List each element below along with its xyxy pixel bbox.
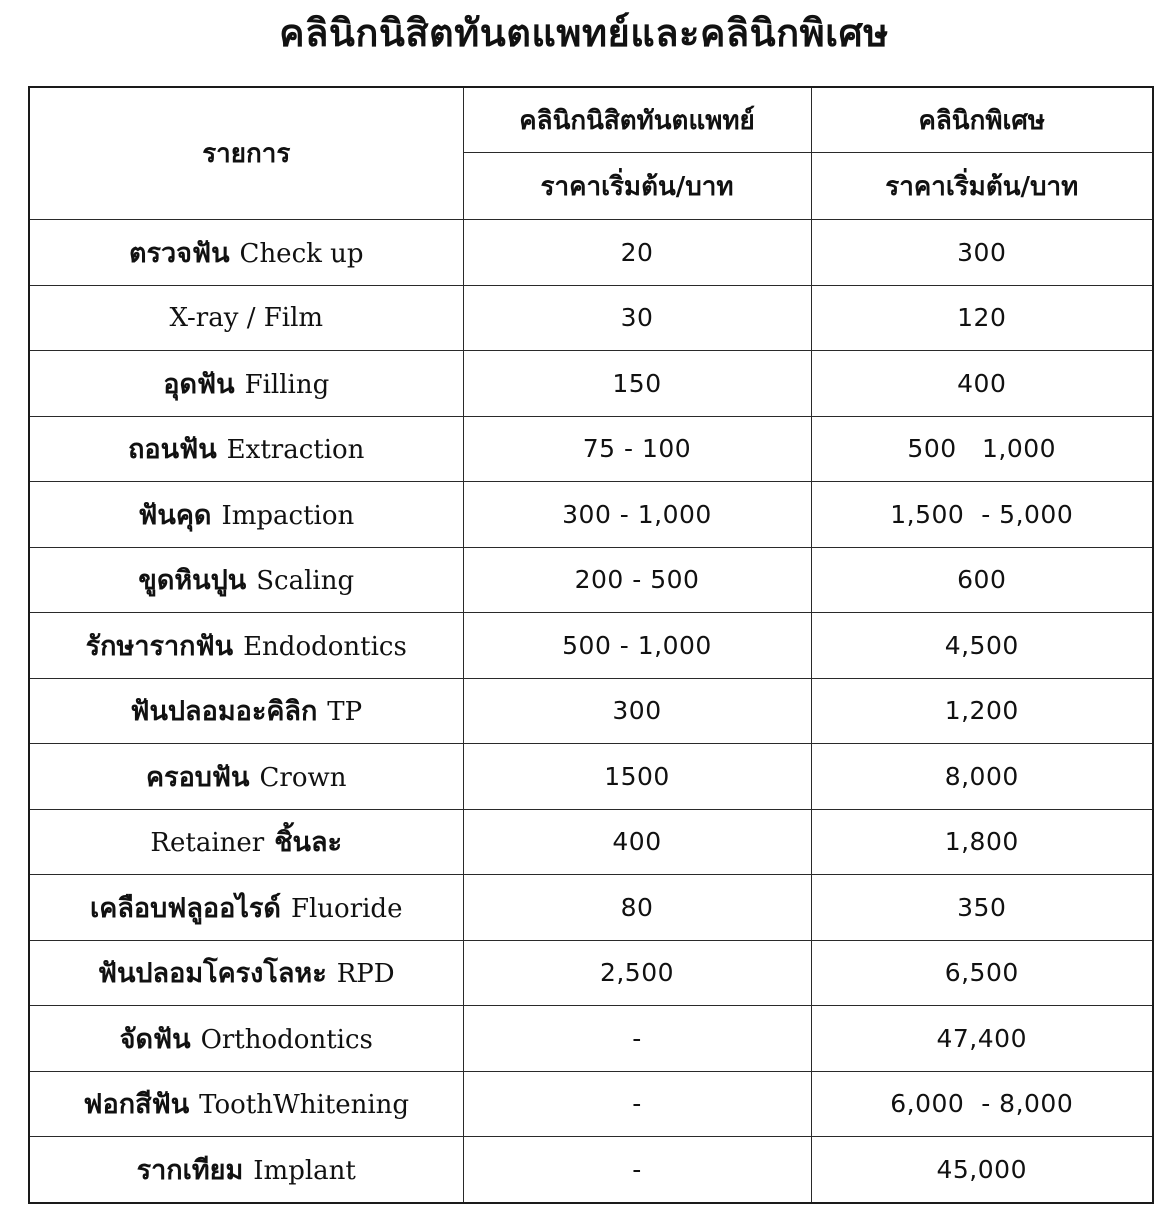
special-clinic-price: 6,500: [811, 940, 1153, 1006]
item-cell: [29, 1071, 463, 1137]
item-english-name: Extraction: [226, 435, 365, 466]
item-thai-name: รากเทียม: [136, 1154, 244, 1186]
special-clinic-price: 350: [811, 875, 1153, 941]
header-row: [29, 87, 1153, 153]
student-price-label: ราคาเริ่มต้น/บาท: [463, 153, 811, 220]
item-english-name: Crown: [259, 762, 347, 793]
table-row: [29, 744, 1153, 810]
student-clinic-price: 300: [463, 678, 811, 744]
special-clinic-price: 500 1,000: [811, 416, 1153, 482]
price-table: [28, 86, 1154, 1204]
item-thai-name: อุดฟัน: [163, 368, 235, 400]
item-thai-name: ฟอกสีฟัน: [83, 1089, 190, 1121]
table-row: [29, 482, 1153, 548]
item-english-name: Endodontics: [243, 631, 407, 662]
student-clinic-price: 500 - 1,000: [463, 613, 811, 679]
item-thai-name: ฟันคุด: [138, 499, 212, 531]
table-row: [29, 875, 1153, 941]
item-cell: [29, 351, 463, 417]
special-clinic-price: 600: [811, 547, 1153, 613]
student-clinic-price: -: [463, 1071, 811, 1137]
special-clinic-price: 4,500: [811, 613, 1153, 679]
item-english-name: Orthodontics: [200, 1024, 373, 1055]
student-clinic-price: -: [463, 1006, 811, 1072]
student-clinic-price: 80: [463, 875, 811, 941]
item-english-name: Filling: [244, 369, 330, 400]
item-thai-name: ถอนฟัน: [128, 434, 217, 466]
student-clinic-header: คลินิกนิสิตทันตแพทย์: [463, 87, 811, 153]
table-row: [29, 547, 1153, 613]
item-english-name: Implant: [253, 1155, 356, 1186]
table-row: [29, 416, 1153, 482]
special-clinic-header: คลินิกพิเศษ: [811, 87, 1153, 153]
item-cell: [29, 220, 463, 286]
student-clinic-price: 75 - 100: [463, 416, 811, 482]
item-thai-name: เคลือบฟลูออไรด์: [90, 892, 281, 924]
table-row: [29, 351, 1153, 417]
student-clinic-price: 400: [463, 809, 811, 875]
student-clinic-price: 200 - 500: [463, 547, 811, 613]
table-row: [29, 1006, 1153, 1072]
item-cell: [29, 744, 463, 810]
item-cell: [29, 547, 463, 613]
special-clinic-price: 47,400: [811, 1006, 1153, 1072]
student-clinic-price: 20: [463, 220, 811, 286]
student-clinic-price: 150: [463, 351, 811, 417]
table-row: [29, 940, 1153, 1006]
student-clinic-price: 2,500: [463, 940, 811, 1006]
item-cell: [29, 613, 463, 679]
table-row: [29, 285, 1153, 351]
table-row: [29, 678, 1153, 744]
item-english-name: Impaction: [221, 500, 355, 531]
student-clinic-price: 30: [463, 285, 811, 351]
item-thai-name: ขูดหินปูน: [138, 565, 247, 597]
student-clinic-price: -: [463, 1137, 811, 1203]
item-english-name: Fluoride: [290, 893, 403, 924]
table-row: [29, 1137, 1153, 1203]
item-cell: [29, 1137, 463, 1203]
table-row: [29, 220, 1153, 286]
special-clinic-price: 400: [811, 351, 1153, 417]
item-column-header: รายการ: [29, 87, 463, 220]
special-clinic-price: 45,000: [811, 1137, 1153, 1203]
page-title: คลินิกนิสิตทันตแพทย์และคลินิกพิเศษ: [279, 11, 889, 55]
special-clinic-price: 6,000 - 8,000: [811, 1071, 1153, 1137]
special-clinic-price: 1,800: [811, 809, 1153, 875]
special-clinic-price: 300: [811, 220, 1153, 286]
special-price-label: ราคาเริ่มต้น/บาท: [811, 153, 1153, 220]
item-cell: [29, 285, 463, 351]
item-thai-name: ครอบฟัน: [146, 761, 250, 793]
item-cell: [29, 482, 463, 548]
item-cell: [29, 809, 463, 875]
table-row: [29, 613, 1153, 679]
item-thai-name: ฟันปลอมอะคิลิก: [130, 696, 318, 728]
item-english-name: Retainer: [150, 828, 265, 859]
item-cell: [29, 678, 463, 744]
item-english-name: Scaling: [256, 566, 355, 597]
item-cell: [29, 875, 463, 941]
item-cell: [29, 1006, 463, 1072]
student-clinic-price: 1500: [463, 744, 811, 810]
item-english-name: X-ray / Film: [169, 303, 324, 334]
special-clinic-price: 1,200: [811, 678, 1153, 744]
table-row: [29, 809, 1153, 875]
special-clinic-price: 1,500 - 5,000: [811, 482, 1153, 548]
item-thai-name: ตรวจฟัน: [128, 237, 230, 269]
item-english-name: RPD: [336, 959, 395, 990]
item-cell: [29, 416, 463, 482]
item-thai-name: รักษารากฟัน: [85, 630, 234, 662]
special-clinic-price: 8,000: [811, 744, 1153, 810]
item-cell: [29, 940, 463, 1006]
item-thai-name: ชิ้นละ: [274, 827, 343, 859]
item-english-name: Check up: [239, 238, 364, 269]
table-row: [29, 1071, 1153, 1137]
item-english-name: ToothWhitening: [199, 1090, 410, 1121]
special-clinic-price: 120: [811, 285, 1153, 351]
item-english-name: TP: [327, 697, 363, 728]
item-thai-name: ฟันปลอมโครงโลหะ: [97, 958, 327, 990]
student-clinic-price: 300 - 1,000: [463, 482, 811, 548]
item-thai-name: จัดฟัน: [119, 1023, 191, 1055]
